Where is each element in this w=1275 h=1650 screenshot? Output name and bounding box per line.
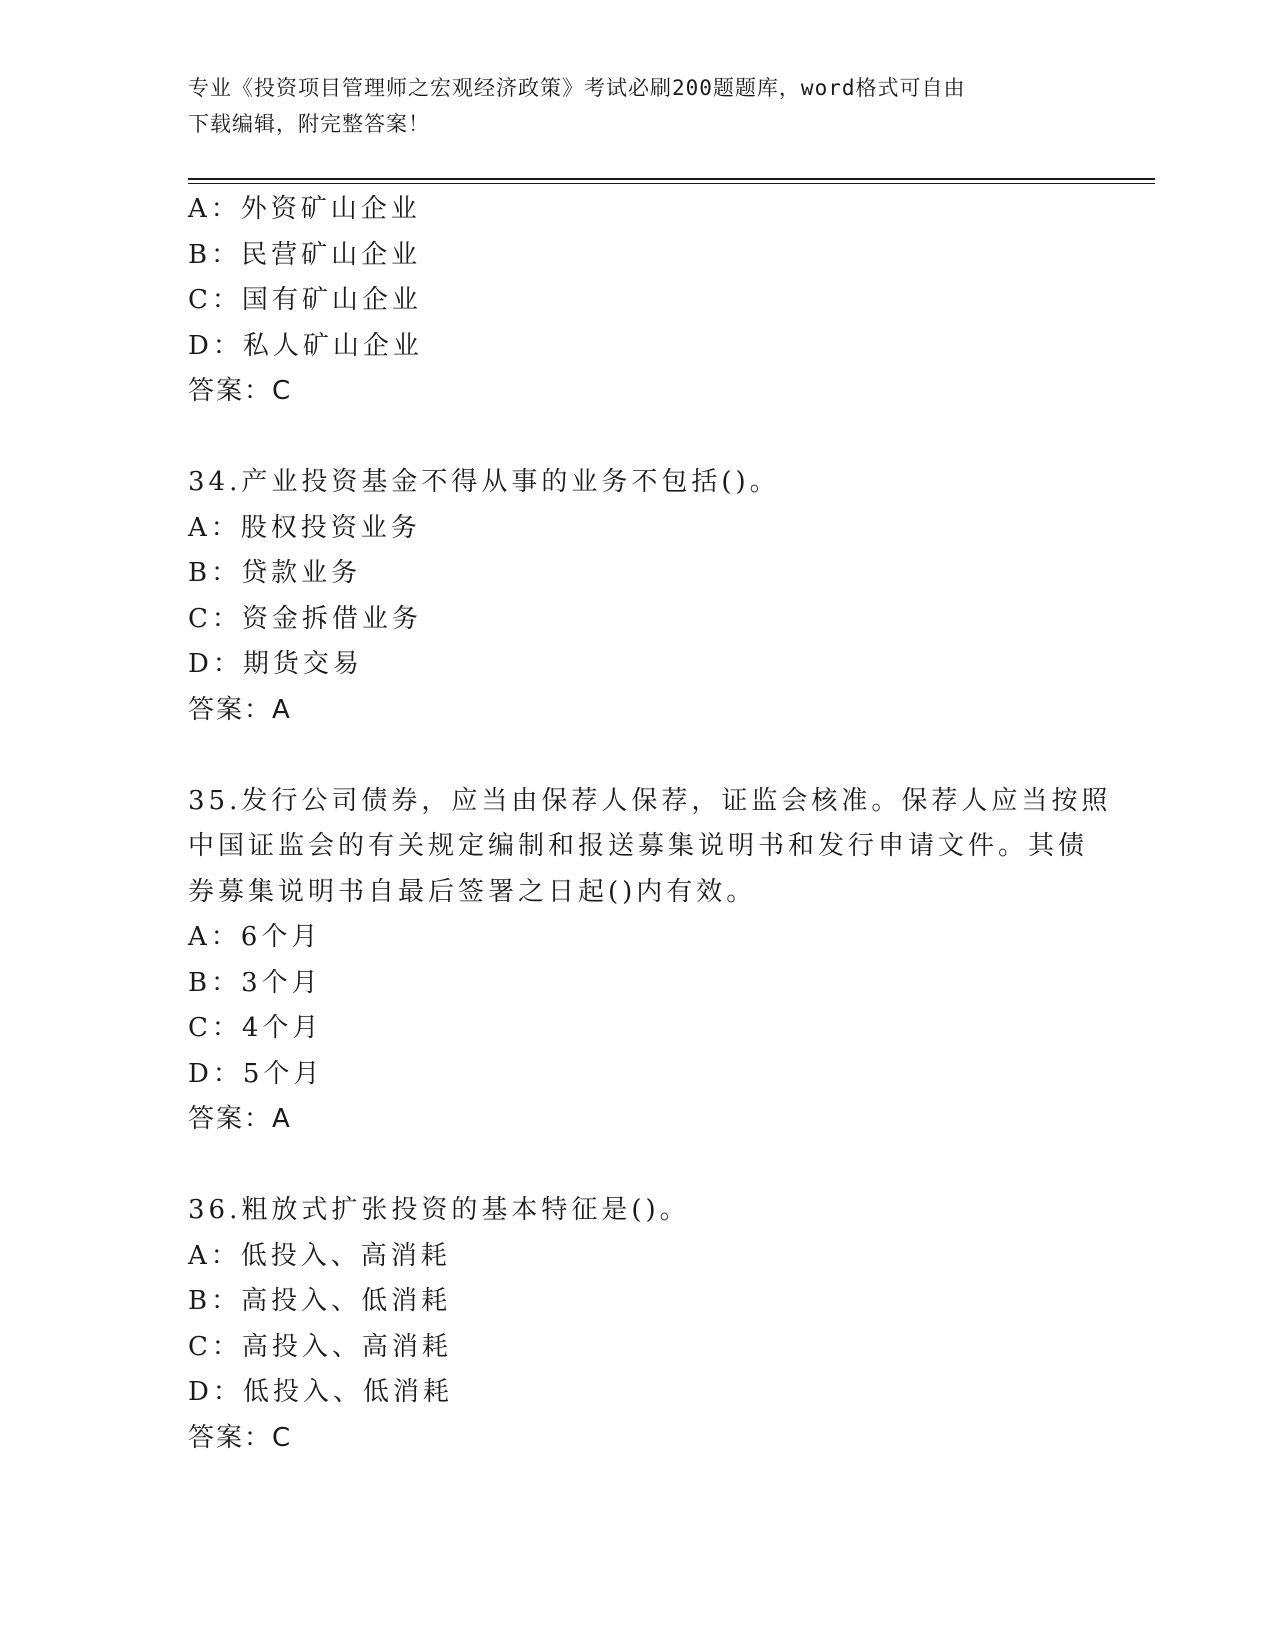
spacer bbox=[188, 1143, 1088, 1189]
question-34 bbox=[188, 460, 1088, 733]
option-b: B：高投入、低消耗 bbox=[188, 1286, 452, 1316]
option-c: C：高投入、高消耗 bbox=[188, 1331, 452, 1362]
answer: 答案：C bbox=[188, 376, 293, 406]
option-b: B：民营矿山企业 bbox=[188, 239, 422, 270]
question-stem-line-2: 中国证监会的有关规定编制和报送募集说明书和发行申请文件。其债 bbox=[188, 831, 1089, 861]
header-line-2: 下载编辑，附完整答案！ bbox=[188, 112, 430, 136]
header-divider-thick bbox=[188, 178, 1155, 180]
document-header bbox=[188, 70, 1088, 142]
option-a: A：股权投资业务 bbox=[188, 512, 421, 543]
option-a: A：低投入、高消耗 bbox=[188, 1240, 451, 1271]
option-d: D：期货交易 bbox=[188, 649, 363, 679]
question-stem-line-3: 券募集说明书自最后签署之日起()内有效。 bbox=[188, 876, 757, 907]
option-a: A：6个月 bbox=[188, 922, 322, 952]
question-list bbox=[188, 187, 1112, 1461]
question-stem: 36.粗放式扩张投资的基本特征是()。 bbox=[188, 1195, 690, 1225]
option-b: B：3个月 bbox=[188, 967, 322, 998]
option-d: D：低投入、低消耗 bbox=[188, 1377, 453, 1407]
header-divider-thin bbox=[188, 183, 1155, 184]
option-c: C：国有矿山企业 bbox=[188, 285, 422, 315]
spacer bbox=[188, 733, 1088, 779]
option-c: C：资金拆借业务 bbox=[188, 603, 422, 634]
question-33 bbox=[188, 187, 1088, 415]
option-c: C：4个月 bbox=[188, 1013, 323, 1043]
question-36 bbox=[188, 1188, 1088, 1461]
option-b: B：贷款业务 bbox=[188, 558, 362, 588]
answer: 答案：C bbox=[188, 1422, 293, 1453]
question-stem: 34.产业投资基金不得从事的业务不包括()。 bbox=[188, 467, 780, 497]
option-d: D：私人矿山企业 bbox=[188, 330, 423, 361]
question-stem-line-1: 35.发行公司债券，应当由保荐人保荐，证监会核准。保荐人应当按照 bbox=[188, 785, 1112, 816]
header-line-1: 专业《投资项目管理师之宏观经济政策》考试必刷200题题库，word格式可自由 bbox=[188, 76, 966, 100]
answer: 答案：A bbox=[188, 694, 292, 725]
spacer bbox=[188, 415, 1088, 461]
question-35 bbox=[188, 779, 1112, 1143]
option-a: A：外资矿山企业 bbox=[188, 194, 421, 224]
answer: 答案：A bbox=[188, 1104, 292, 1134]
option-d: D：5个月 bbox=[188, 1058, 324, 1089]
